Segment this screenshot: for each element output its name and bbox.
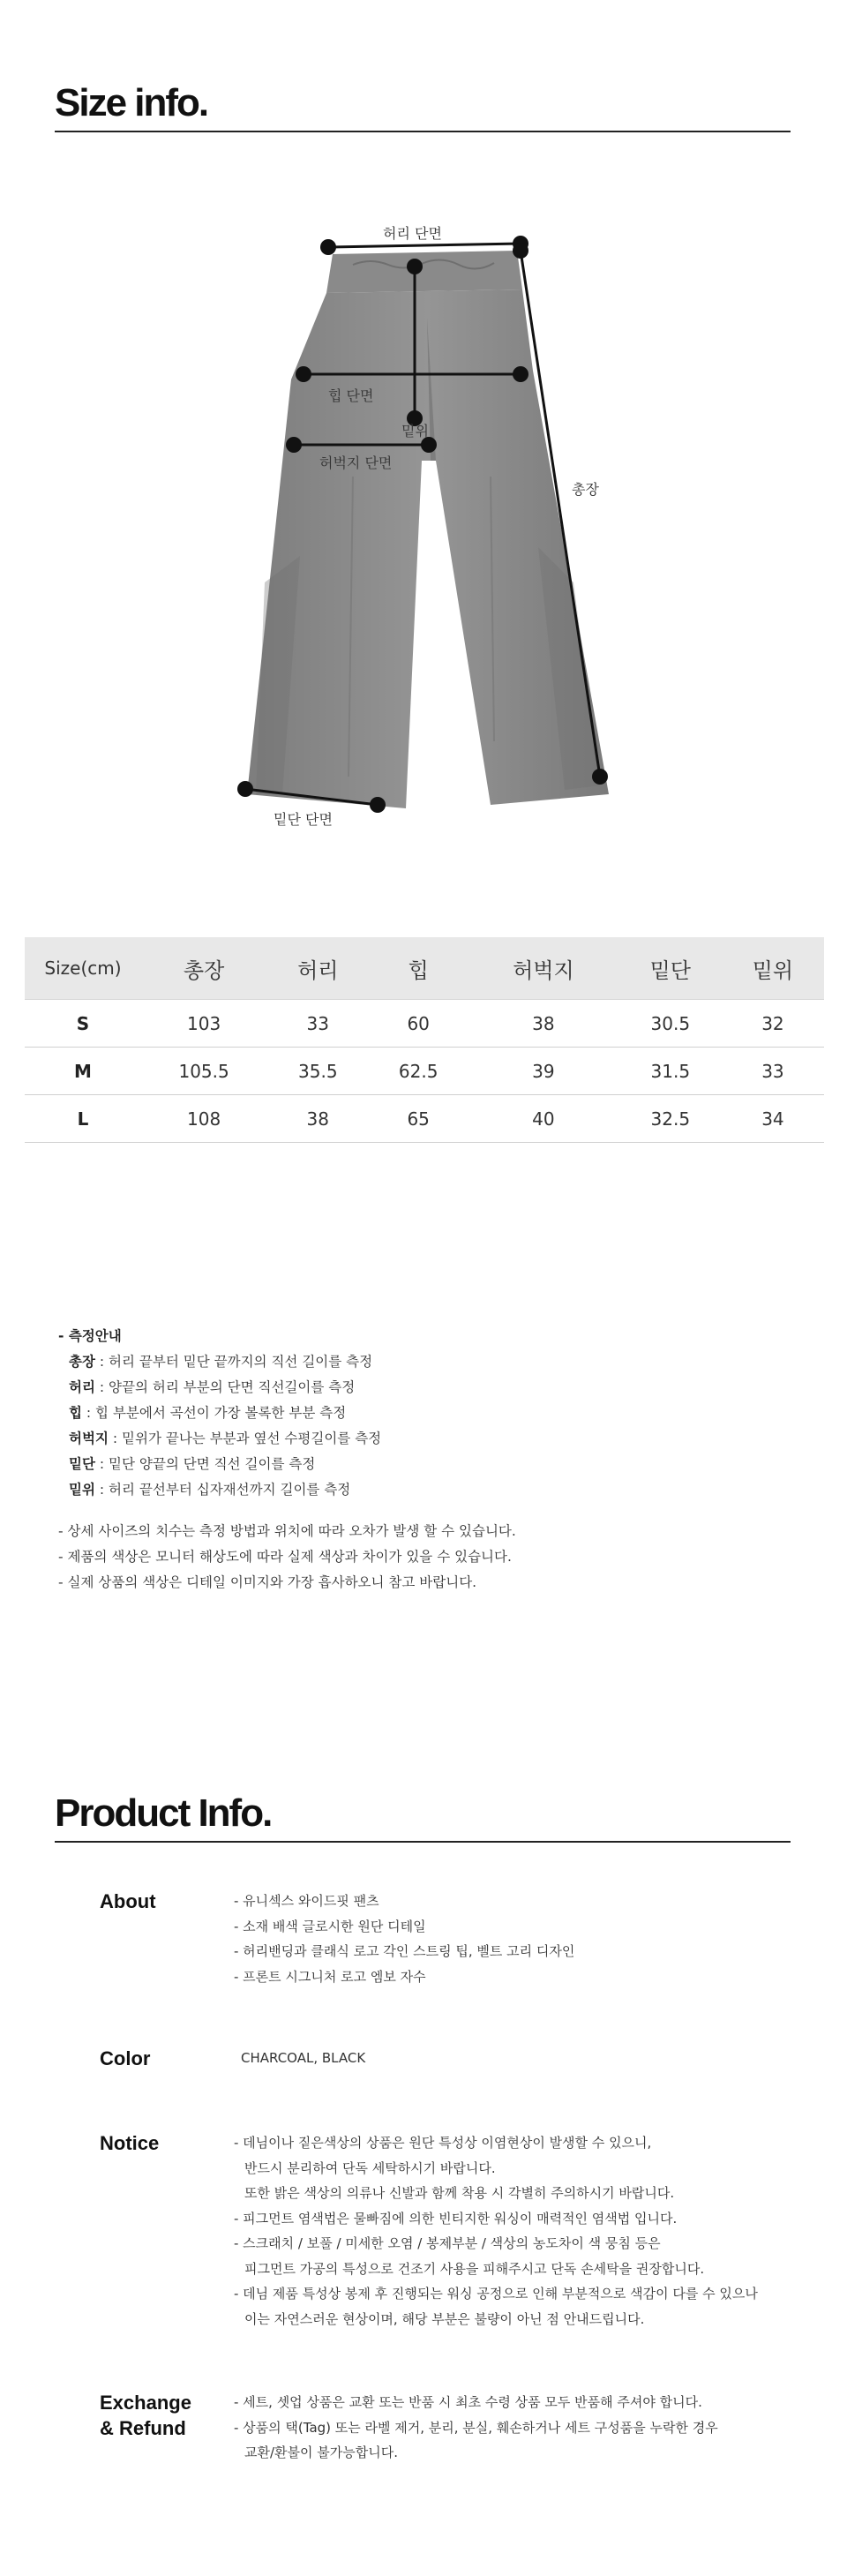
notice-line: 피그먼트 가공의 특성으로 건조기 사용을 피해주시고 단독 손세탁을 권장합니다.: [244, 2260, 705, 2277]
header-rise: 밑위: [722, 937, 824, 1000]
notice-text: [234, 2130, 798, 2332]
rise-label: 밑위: [401, 423, 429, 439]
table-row: [25, 1000, 824, 1048]
pants-body: [247, 289, 609, 808]
notice-line: - 피그먼트 염색법은 물빠짐에 의한 빈티지한 워싱이 매력적인 염색법 입니다.: [234, 2210, 678, 2227]
note-item: 밑위 : 허리 끝선부터 십자재선까지 길이를 측정: [69, 1482, 351, 1498]
notice-line: 이는 자연스러운 현상이며, 해당 부분은 불량이 아닌 점 안내드립니다.: [244, 2310, 645, 2327]
notes-heading: - 측정안내: [58, 1328, 122, 1344]
exchange-line: 교환/환불이 불가능합니다.: [244, 2445, 398, 2460]
note-item: 총장 : 허리 끝부터 밑단 끝까지의 직선 길이를 측정: [69, 1354, 373, 1370]
exchange-line: - 상품의 택(Tag) 또는 라벨 제거, 분리, 분실, 훼손하거나 세트 구성품을 누락한 경우: [234, 2419, 718, 2436]
length-cell: 103: [141, 1000, 266, 1048]
thigh-cell: 39: [468, 1048, 619, 1095]
pants-waistband: [326, 251, 522, 293]
length-cell: 108: [141, 1095, 266, 1143]
rise-cell: 33: [722, 1048, 824, 1095]
disclaimer-line: - 제품의 색상은 모니터 해상도에 따라 실제 색상과 차이가 있을 수 있습니다.: [58, 1549, 512, 1565]
hem-cell: 30.5: [619, 1000, 722, 1048]
product-info-divider: [55, 1841, 791, 1843]
hem-cell: 32.5: [619, 1095, 722, 1143]
table-row: [25, 1095, 824, 1143]
hip-cell: 65: [369, 1095, 468, 1143]
header-waist: 허리: [266, 937, 369, 1000]
notice-line: - 스크래치 / 보풀 / 미세한 오염 / 봉제부분 / 색상의 농도차이 색 뭉침 등은: [234, 2235, 661, 2251]
length-cell: 105.5: [141, 1048, 266, 1095]
exchange-refund-label: Exchange & Refund: [100, 2392, 191, 2439]
note-item: 허벅지 : 밑위가 끝나는 부분과 옆선 수평길이를 측정: [69, 1431, 382, 1446]
pants-measurement-diagram: [0, 212, 847, 847]
table-row: [25, 1048, 824, 1095]
about-line: - 허리밴딩과 클래식 로고 각인 스트링 팁, 벨트 고리 디자인: [234, 1943, 575, 1959]
thigh-label: 허벅지 단면: [319, 454, 393, 471]
waist-cell: 38: [266, 1095, 369, 1143]
header-hip: 힙: [369, 937, 468, 1000]
exchange-line: - 세트, 셋업 상품은 교환 또는 반품 시 최초 수령 상품 모두 반품해 주셔야 합니다.: [234, 2394, 702, 2410]
header-length: 총장: [141, 937, 266, 1000]
header-hem: 밑단: [619, 937, 722, 1000]
size-cell: M: [25, 1048, 141, 1095]
pants-illustration: [0, 212, 847, 847]
hip-cell: 62.5: [369, 1048, 468, 1095]
measurement-notes: [58, 1324, 729, 1596]
size-cell: S: [25, 1000, 141, 1048]
about-line: - 프론트 시그니처 로고 엠보 자수: [234, 1968, 426, 1985]
note-item: 힙 : 힙 부분에서 곡선이 가장 볼록한 부분 측정: [69, 1405, 347, 1421]
size-table: [25, 937, 824, 1143]
waist-label: 허리 단면: [383, 225, 442, 242]
notice-line: 반드시 분리하여 단독 세탁하시기 바랍니다.: [244, 2159, 496, 2176]
about-line: - 유니섹스 와이드핏 팬츠: [234, 1893, 379, 1909]
waist-measure-line: [328, 244, 521, 247]
hem-cell: 31.5: [619, 1048, 722, 1095]
hip-label: 힙 단면: [328, 387, 374, 404]
notice-line: - 데님 제품 특성상 봉제 후 진행되는 워싱 공정으로 인해 부분적으로 색감이 다를 수 있으나: [234, 2286, 758, 2302]
rise-cell: 32: [722, 1000, 824, 1048]
hem-label: 밑단 단면: [274, 811, 333, 828]
disclaimer-line: - 실제 상품의 색상은 디테일 이미지와 가장 흡사하오니 참고 바랍니다.: [58, 1574, 477, 1590]
notice-line: - 데님이나 짙은색상의 상품은 원단 특성상 이염현상이 발생할 수 있으니,: [234, 2135, 652, 2151]
note-item: 허리 : 양끝의 허리 부분의 단면 직선길이를 측정: [69, 1379, 356, 1395]
size-cell: L: [25, 1095, 141, 1143]
length-label: 총장: [572, 481, 599, 498]
about-text: [234, 1889, 798, 1989]
waist-cell: 35.5: [266, 1048, 369, 1095]
about-label: About: [100, 1890, 156, 1912]
exchange-refund-text: [234, 2390, 798, 2466]
size-info-divider: [55, 131, 791, 132]
size-info-title: Size info.: [55, 81, 208, 124]
thigh-cell: 38: [468, 1000, 619, 1048]
size-table-header-row: [25, 937, 824, 1000]
header-size: Size(cm): [25, 937, 141, 1000]
disclaimer-line: - 상세 사이즈의 치수는 측정 방법과 위치에 따라 오차가 발생 할 수 있습니다.: [58, 1523, 516, 1539]
notice-line: 또한 밝은 색상의 의류나 신발과 함께 착용 시 각별히 주의하시기 바랍니다.: [244, 2185, 675, 2201]
header-thigh: 허벅지: [468, 937, 619, 1000]
product-info-title: Product Info.: [55, 1791, 272, 1835]
hip-cell: 60: [369, 1000, 468, 1048]
thigh-cell: 40: [468, 1095, 619, 1143]
color-value: CHARCOAL, BLACK: [241, 2050, 366, 2066]
rise-cell: 34: [722, 1095, 824, 1143]
about-line: - 소재 배색 글로시한 원단 디테일: [234, 1918, 426, 1934]
waist-cell: 33: [266, 1000, 369, 1048]
color-label: Color: [100, 2047, 151, 2069]
note-item: 밑단 : 밑단 양끝의 단면 직선 길이를 측정: [69, 1456, 316, 1472]
notice-label: Notice: [100, 2132, 160, 2154]
